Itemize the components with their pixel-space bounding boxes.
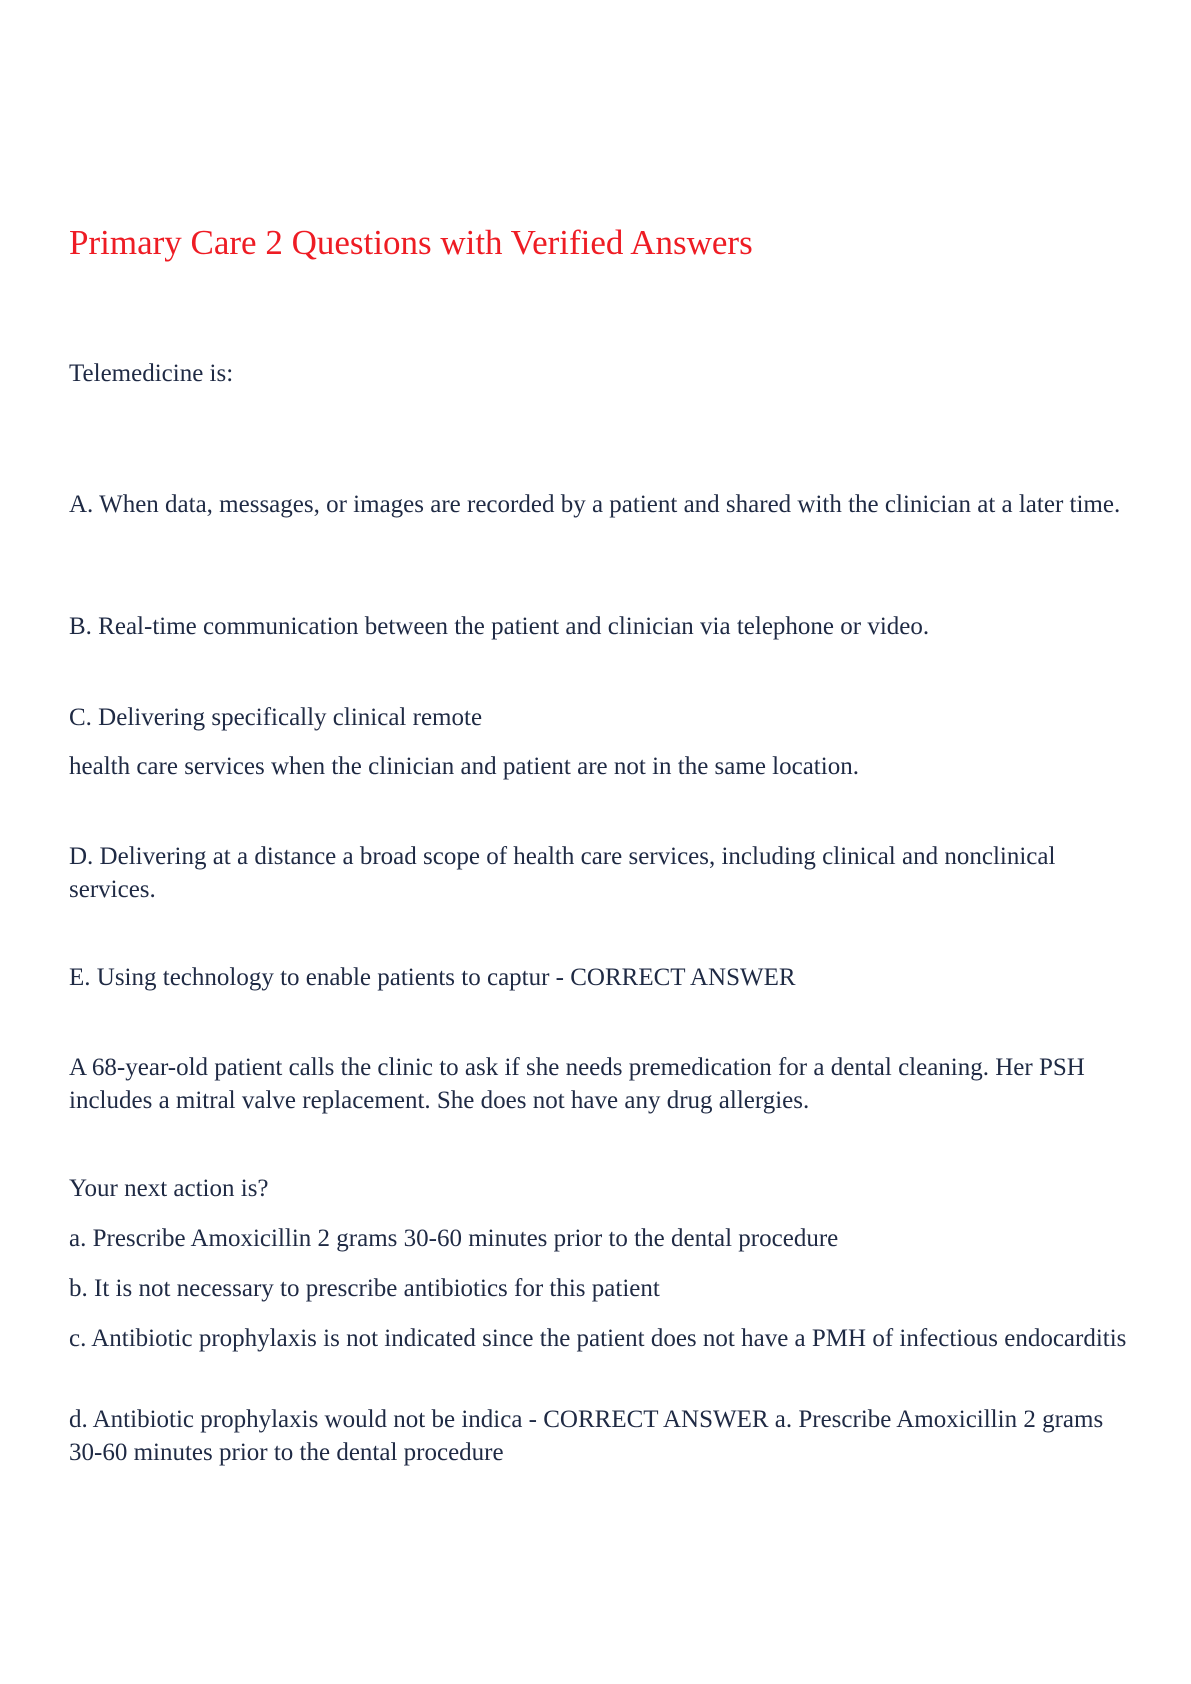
q1-option-b: B. Real-time communication between the patient and clinician via telephone or video. [69, 613, 930, 640]
q2-option-a: a. Prescribe Amoxicillin 2 grams 30-60 minutes prior to the dental procedure [69, 1225, 839, 1252]
q2-question: Your next action is? [69, 1175, 269, 1202]
q2-option-d: d. Antibiotic prophylaxis would not be indica - CORRECT ANSWER a. Prescribe Amoxicillin 2 grams 30-60 minutes prior to the dental procedure [69, 1406, 1104, 1466]
q2-option-c: c. Antibiotic prophylaxis is not indicated since the patient does not have a PMH of infectious endocarditis [69, 1325, 1127, 1352]
q2-option-b: b. It is not necessary to prescribe antibiotics for this patient [69, 1275, 660, 1302]
q2-scenario: A 68-year-old patient calls the clinic to ask if she needs premedication for a dental cleaning. Her PSH includes a mitral valve replacement. She does not have any drug allergies. [69, 1054, 1085, 1114]
q1-option-c-line2: health care services when the clinician and patient are not in the same location. [69, 753, 859, 780]
q1-option-d: D. Delivering at a distance a broad scope of health care services, including clinical and nonclinical services. [69, 843, 1056, 903]
document-title: Primary Care 2 Questions with Verified Answers [69, 223, 753, 262]
q1-option-e: E. Using technology to enable patients to captur - CORRECT ANSWER [69, 964, 796, 991]
q1-option-c-line1: C. Delivering specifically clinical remote [69, 704, 483, 731]
q1-stem: Telemedicine is: [69, 360, 234, 387]
q1-option-a: A. When data, messages, or images are recorded by a patient and shared with the clinician at a later time. [69, 491, 1121, 518]
